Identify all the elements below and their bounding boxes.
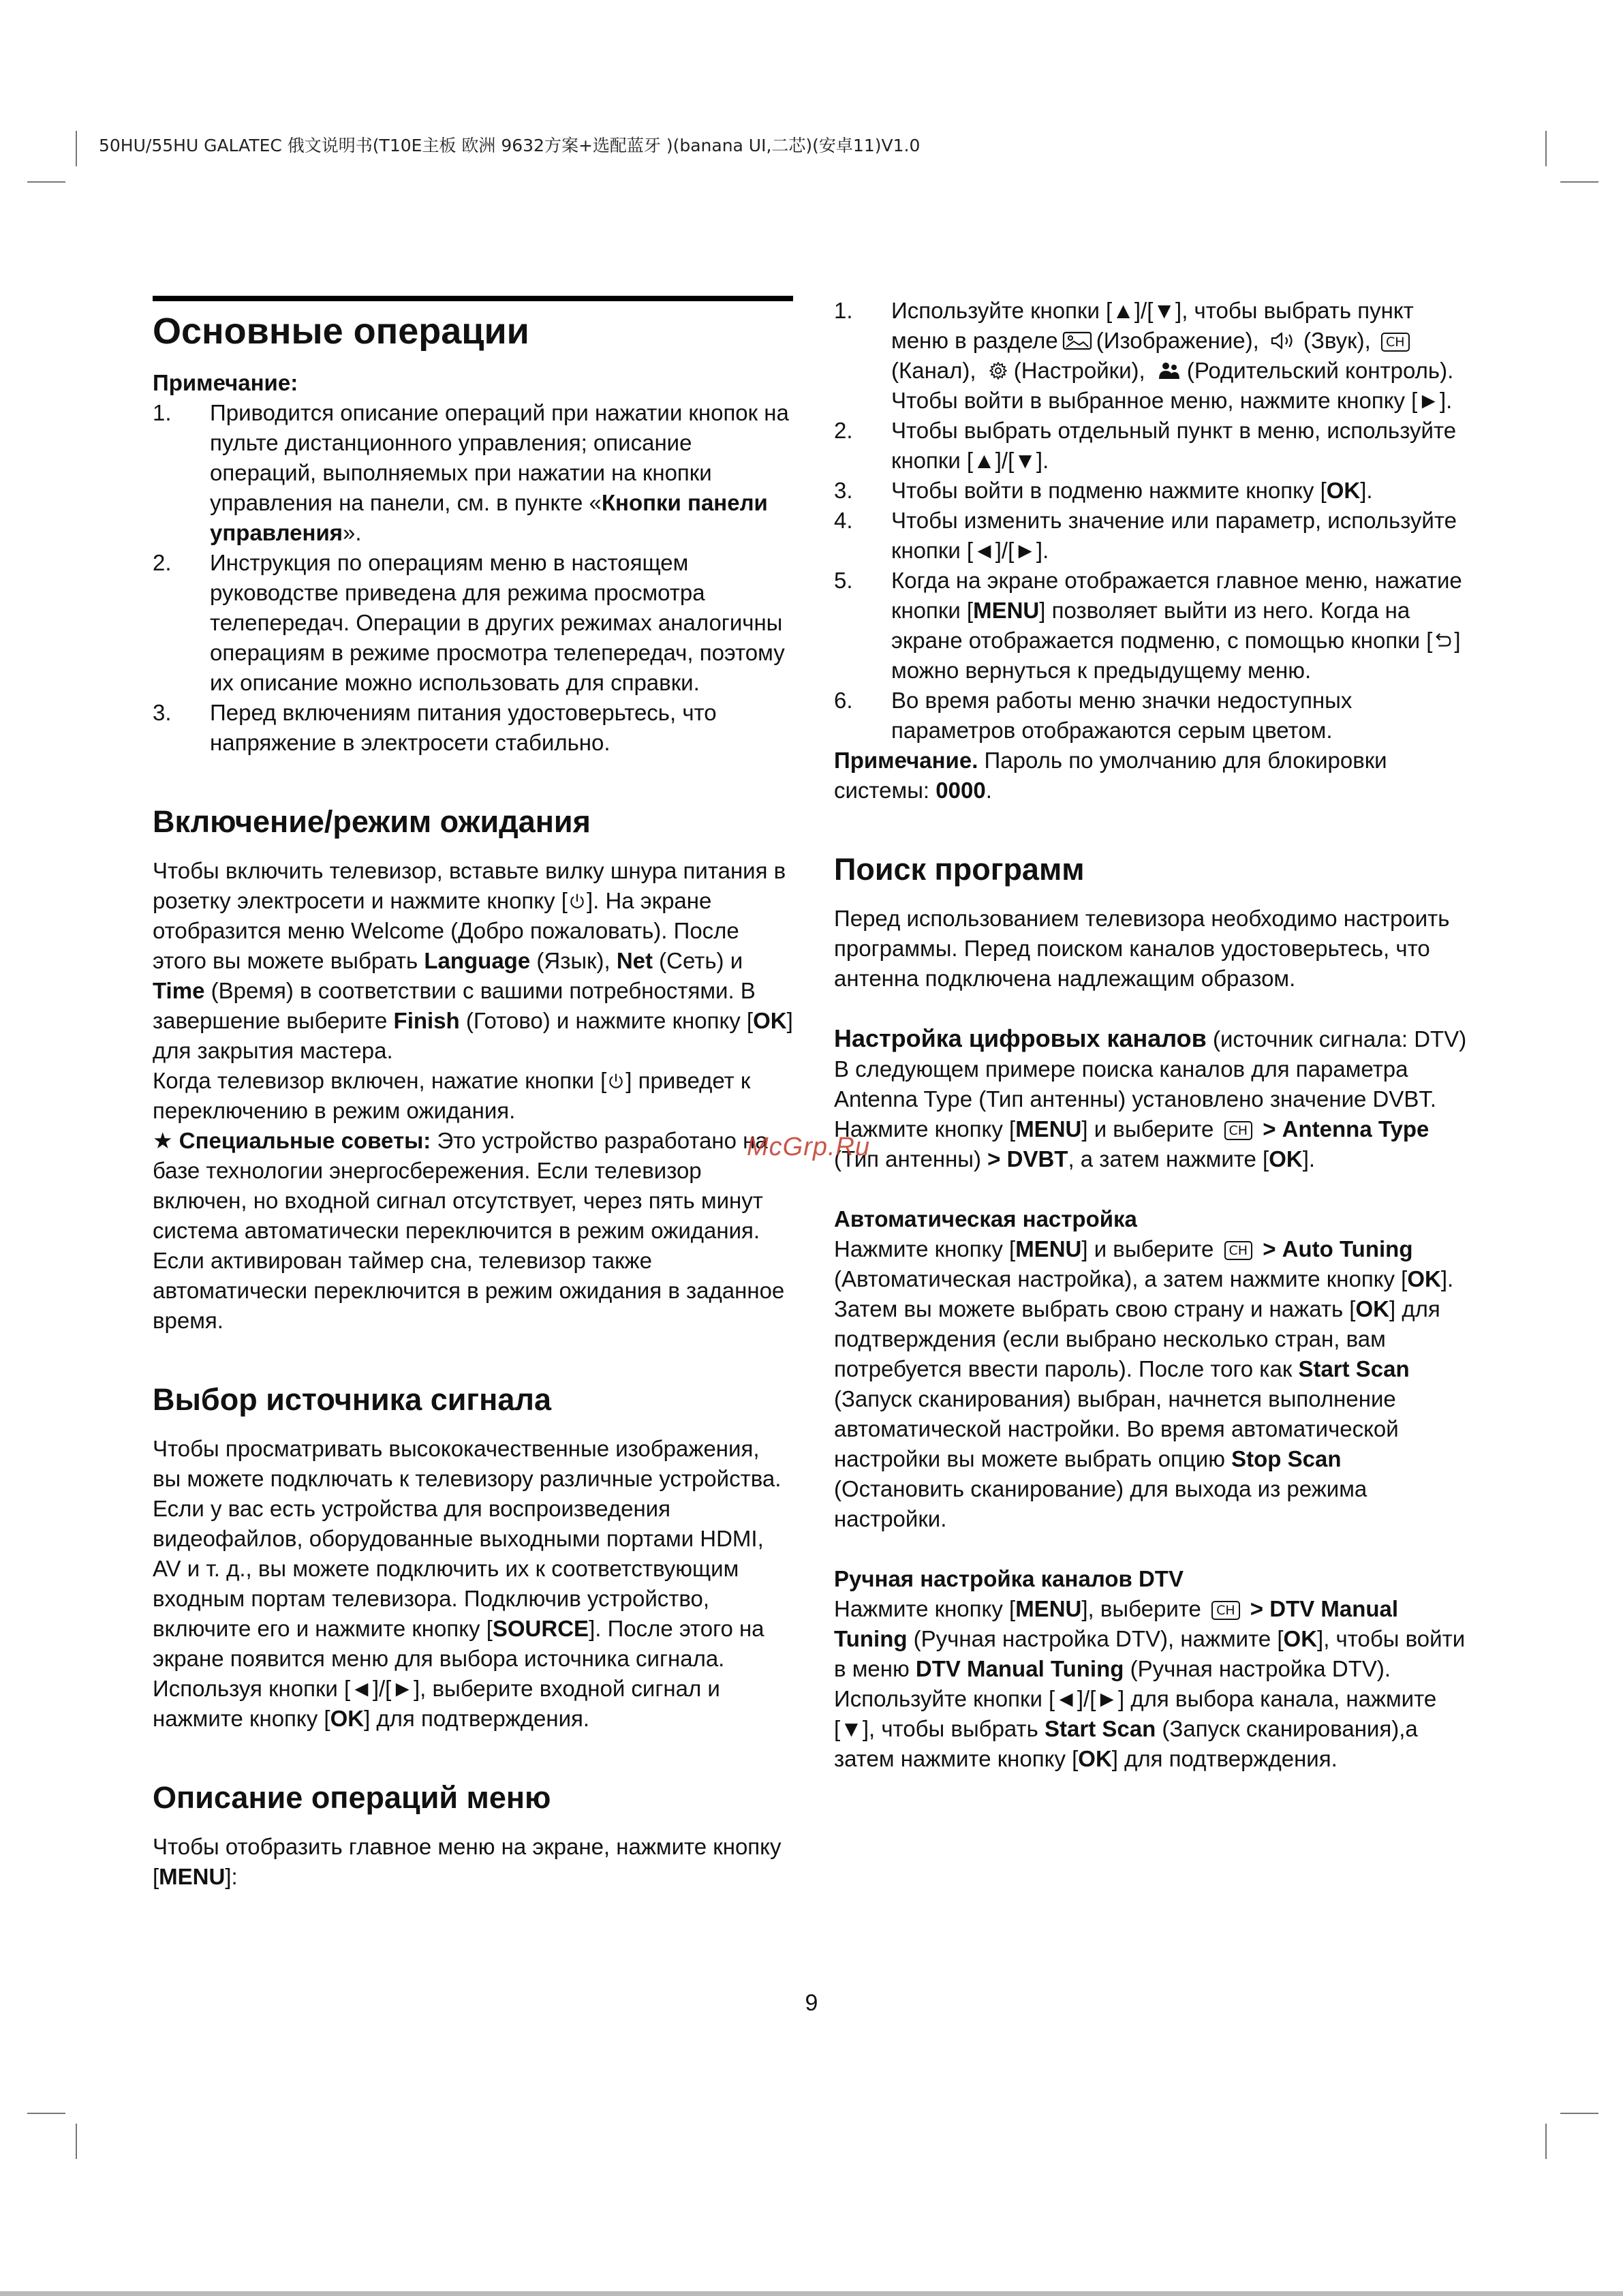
return-icon (1434, 630, 1453, 651)
watermark: McGrp.Ru (747, 1133, 871, 1161)
section-title-menu: Описание операций меню (153, 1780, 551, 1815)
list-item: 2. Инструкция по операциям меню в настоящем руководстве приведена для режима просмотра телепередач. Операции в других режимах аналогичны операциям в режиме просмотра телепередач, поэтому их описание можно использовать для справки. (153, 550, 785, 695)
notes-list (153, 398, 793, 758)
note-label: Примечание: (153, 370, 298, 395)
section-title-source: Выбор источника сигнала (153, 1382, 551, 1417)
section-title-power: Включение/режим ожидания (153, 804, 591, 839)
sound-icon (1269, 331, 1299, 351)
page-bottom-edge (0, 2291, 1623, 2296)
channel-icon: CH (1224, 1121, 1253, 1140)
section-title-search: Поиск программ (834, 852, 1085, 887)
list-item: 3. Чтобы войти в подменю нажмите кнопку [OK]. (834, 478, 1373, 503)
page-number: 9 (805, 1990, 818, 2016)
power-icon (607, 1072, 625, 1091)
list-item: 4. Чтобы изменить значение или параметр, используйте кнопки [◄]/[►]. (834, 508, 1457, 563)
power-paragraph: Чтобы включить телевизор, вставьте вилку шнура питания в розетку электросети и нажмите кнопку [ ]. На экране отобразится меню Welcome (Добро пожаловать). После этого вы можете выбрать Language (Язык), Net (Сеть) и Time (Время) в соответствии с вашими потребностями. В завершение выберите Finish (Готово) и нажмите кнопку [OK] для закрытия мастера. (153, 858, 793, 1063)
crop-mark (27, 2113, 65, 2114)
list-item: 1. Приводится описание операций при нажатии кнопок на пульте дистанционного управления; описание операций, выполняемых при нажатии на кнопки управления на панели, см. в пункте «Кнопки панели управления». (153, 400, 789, 545)
settings-icon (987, 361, 1010, 381)
parental-icon (1156, 361, 1183, 381)
channel-icon: CH (1381, 333, 1410, 352)
power-icon (568, 892, 586, 911)
list-item: 1. Используйте кнопки [▲]/[▼], чтобы выбрать пункт меню в разделе (Изображение), (Звук), CH(Канал), (Настройки), (Родительский контроль). Чтобы войти в выбранное меню, нажмите кнопку [►]. (834, 298, 1454, 413)
standby-paragraph: Когда телевизор включен, нажатие кнопки [ ] приведет к переключению в режим ожидания. (153, 1068, 751, 1123)
crop-mark (1560, 181, 1598, 183)
menu-paragraph: Чтобы отобразить главное меню на экране, нажмите кнопку [MENU]: (153, 1834, 782, 1889)
menu-steps-list (834, 296, 1474, 746)
document-header: 50HU/55HU GALATEC 俄文说明书(T10E主板 欧洲 9632方案+选配蓝牙 )(banana UI,二芯)(安卓11)V1.0 (99, 136, 921, 155)
crop-mark (1560, 2113, 1598, 2114)
channel-icon: CH (1211, 1601, 1240, 1620)
list-item: 5. Когда на экране отображается главное меню, нажатие кнопки [MENU] позволяет выйти из него. Когда на экране отображается подменю, с помощью кнопки [ ] можно вернуться к предыдущему меню. (834, 568, 1462, 683)
picture-icon (1062, 331, 1092, 351)
crop-mark (27, 181, 65, 183)
section-title-basic-operations: Основные операции (153, 311, 529, 352)
digital-heading: Настройка цифровых каналов (источник сигнала: DTV) (834, 1024, 1467, 1052)
crop-mark (76, 2124, 77, 2159)
channel-icon: CH (1224, 1241, 1253, 1260)
right-column (834, 296, 1474, 1774)
tips-paragraph: ★ Специальные советы: Это устройство разработано на базе технологии энергосбережения. Если телевизор включен, но входной сигнал отсутствует, через пять минут система автоматически переключится в режим ожидания. Если активирован таймер сна, телевизор также автоматически переключится в режим ожидания в заданное время. (153, 1128, 785, 1333)
title-rule (153, 296, 793, 301)
crop-mark (76, 131, 77, 166)
manual-tuning-heading: Ручная настройка каналов DTV (834, 1566, 1184, 1591)
manual-tuning-paragraph: Нажмите кнопку [MENU], выберите CH > DTV Manual Tuning (Ручная настройка DTV), нажмите [OK], чтобы войти в меню DTV Manual Tuning (Ручная настройка DTV). Используйте кнопки [◄]/[►] для выбора канала, нажмите [▼], чтобы выбрать Start Scan (Запуск сканирования),а затем нажмите кнопку [OK] для подтверждения. (834, 1596, 1466, 1771)
left-column (153, 296, 793, 1892)
list-item: 6. Во время работы меню значки недоступных параметров отображаются серым цветом. (834, 688, 1352, 743)
digital-steps: Нажмите кнопку [MENU] и выберите CH > Antenna Type (Тип антенны) > DVBT, а затем нажмите [OK]. (834, 1116, 1429, 1172)
password-note: Примечание. Пароль по умолчанию для блокировки системы: 0000. (834, 748, 1387, 803)
auto-tuning-heading: Автоматическая настройка (834, 1206, 1137, 1231)
crop-mark (1545, 131, 1547, 166)
list-item: 3. Перед включениям питания удостоверьтесь, что напряжение в электросети стабильно. (153, 700, 717, 755)
auto-tuning-paragraph: Нажмите кнопку [MENU] и выберите CH > Auto Tuning (Автоматическая настройка), а затем нажмите кнопку [OK]. Затем вы можете выбрать свою страну и нажать [OK] для подтверждения (если выбрано несколько стран, вам потребуется ввести пароль). После того как Start Scan (Запуск сканирования) выбран, начнется выполнение автоматической настройки. Во время автоматической настройки вы можете выбрать опцию Stop Scan (Остановить сканирование) для выхода из режима настройки. (834, 1236, 1454, 1531)
digital-intro: В следующем примере поиска каналов для параметра Antenna Type (Тип антенны) установлено значение DVBT. (834, 1056, 1437, 1112)
source-paragraph: Чтобы просматривать высококачественные изображения, вы можете подключать к телевизору различные устройства. Если у вас есть устройства для воспроизведения видеофайлов, оборудованные выходными портами HDMI, AV и т. д., вы можете подключить их к соответствующим входным портам телевизора. Подключив устройство, включите его и нажмите кнопку [SOURCE]. После этого на экране появится меню для выбора источника сигнала. Используя кнопки [◄]/[►], выберите входной сигнал и нажмите кнопку [OK] для подтверждения. (153, 1436, 782, 1731)
list-item: 2. Чтобы выбрать отдельный пункт в меню, используйте кнопки [▲]/[▼]. (834, 418, 1457, 473)
search-paragraph: Перед использованием телевизора необходимо настроить программы. Перед поиском каналов удостоверьтесь, что антенна подключена надлежащим образом. (834, 906, 1450, 991)
crop-mark (1545, 2124, 1547, 2159)
